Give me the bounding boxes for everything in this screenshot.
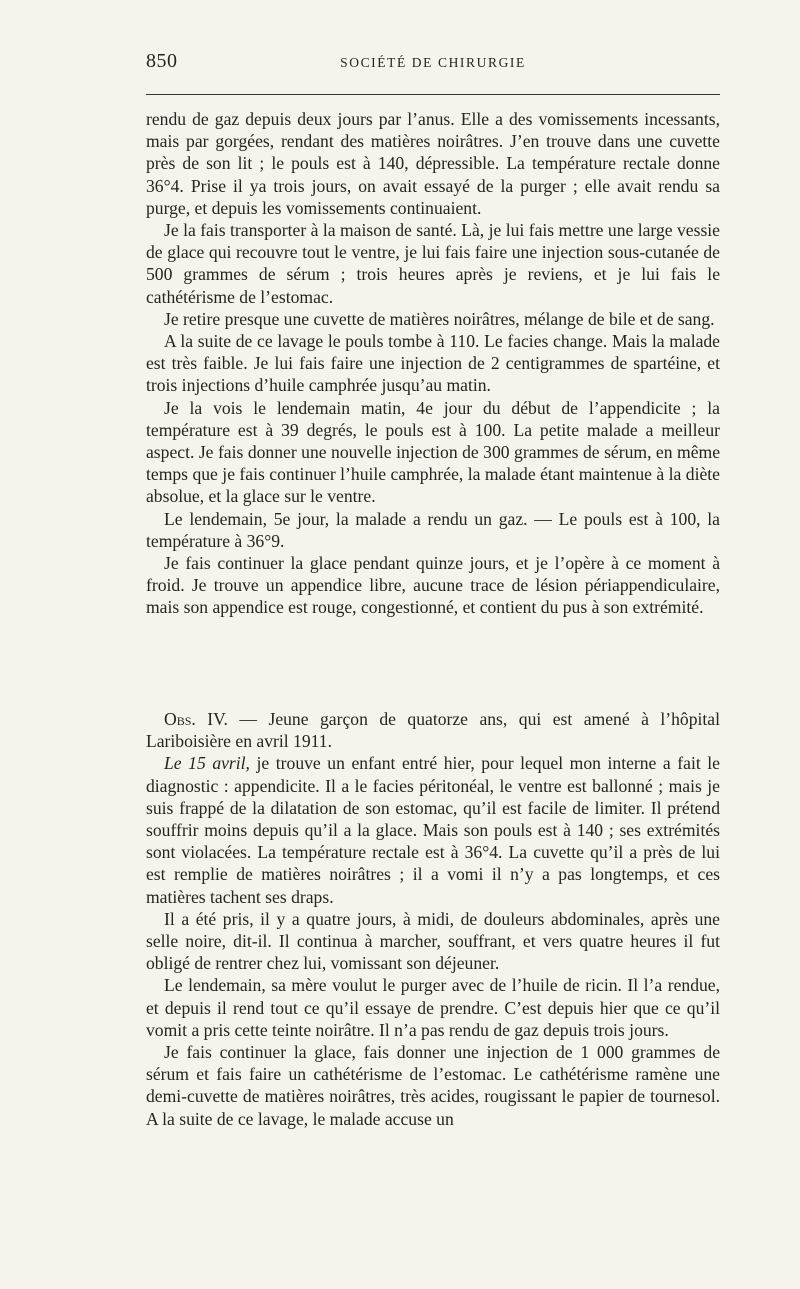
observation-iv-section: [146, 708, 720, 1130]
paragraph: Je la vois le lendemain matin, 4e jour du début de l’appendicite ; la température est à 39 degrés, le pouls est à 100. La petite malade a meilleur aspect. Je fais donner une nouvelle injection de 300 grammes de sérum, en même temps que je fais continuer l’huile camphrée, la malade étant maintenue à la diète absolue, et la glace sur le ventre.: [146, 397, 720, 507]
paragraph: Il a été pris, il y a quatre jours, à midi, de douleurs abdominales, après une selle noire, dit-il. Il continua à marcher, souffrant, et vers quatre heures il fut obligé de rentrer chez lui, vomissant son déjeuner.: [146, 908, 720, 974]
observation-label: Obs. IV.: [164, 709, 228, 729]
page-number: 850: [146, 50, 178, 72]
paragraph: Le lendemain, sa mère voulut le purger avec de l’huile de ricin. Il l’a rendue, et depuis il rend tout ce qu’il essaye de prendre. C’est depuis hier que ce qu’il vomit a pris cette teinte noirâtre. Il n’a pas rendu de gaz depuis trois jours.: [146, 975, 720, 1040]
paragraph: Je fais continuer la glace, fais donner une injection de 1 000 grammes de sérum et fais faire un cathétérisme de l’estomac. Le cathétérisme ramène une demi-cuvette de matières noirâtres, très acides, rougissant le papier de tournesol. A la suite de ce lavage, le malade accuse un: [146, 1042, 720, 1129]
running-head: SOCIÉTÉ DE CHIRURGIE: [340, 55, 526, 70]
paragraph: Je la fais transporter à la maison de santé. Là, je lui fais mettre une large vessie de glace qui recouvre tout le ventre, je lui fais faire une injection sous-cutanée de 500 grammes de sérum ; trois heures après je reviens, et je lui fais le cathétérisme de l’estomac.: [146, 220, 720, 307]
observation-intro: — Jeune garçon de quatorze ans, qui est amené à l’hôpital Lariboisière en avril 1911.: [146, 709, 721, 752]
paragraph: A la suite de ce lavage le pouls tombe à 110. Le facies change. Mais la malade est très faible. Je lui fais faire une injection de 2 centigrammes de spartéine, et trois injections d’huile camphrée jusqu’au matin.: [146, 331, 720, 396]
paragraph: Je fais continuer la glace pendant quinze jours, et je l’opère à ce moment à froid. Je trouve un appendice libre, aucune trace de lésion périappendiculaire, mais son appendice est rouge, congestionné, et contient du pus à son extrémité.: [146, 553, 720, 618]
case-continuation-section: [146, 108, 720, 619]
page-header: [146, 50, 720, 74]
observation-heading-paragraph: [146, 708, 720, 752]
observation-date: Le 15 avril,: [164, 753, 250, 774]
paragraph: Le lendemain, 5e jour, la malade a rendu un gaz. — Le pouls est à 100, la température à 36°9.: [146, 508, 720, 551]
dated-paragraph-text: je trouve un enfant entré hier, pour lequel mon interne a fait le diagnostic : appendicite. Il a le facies péritonéal, le ventre est ballonné ; mais je suis frappé de la dilatation de son estomac, qu’il est facile de limiter. Il prétend souffrir moins depuis qu’il a la glace. Mais son pouls est à 140 ; ses extrémités sont violacées. La température rectale est à 36°4. La cuvette qu’il a près de lui est remplie de matières noirâtres ; il a vomi il n’y a pas longtemps, et ces matières tachent ses draps.: [146, 753, 720, 907]
dated-paragraph: [146, 752, 720, 907]
paragraph: Je retire presque une cuvette de matières noirâtres, mélange de bile et de sang.: [164, 308, 715, 329]
header-rule: [146, 94, 720, 95]
paragraph: rendu de gaz depuis deux jours par l’anus. Elle a des vomissements incessants, mais par gorgées, rendant des matières noirâtres. J’en trouve dans une cuvette près de son lit ; le pouls est à 140, dépressible. La température rectale donne 36°4. Prise il ya trois jours, on avait essayé de la purger ; elle avait rendu sa purge, et depuis les vomissements continuaient.: [146, 109, 720, 218]
